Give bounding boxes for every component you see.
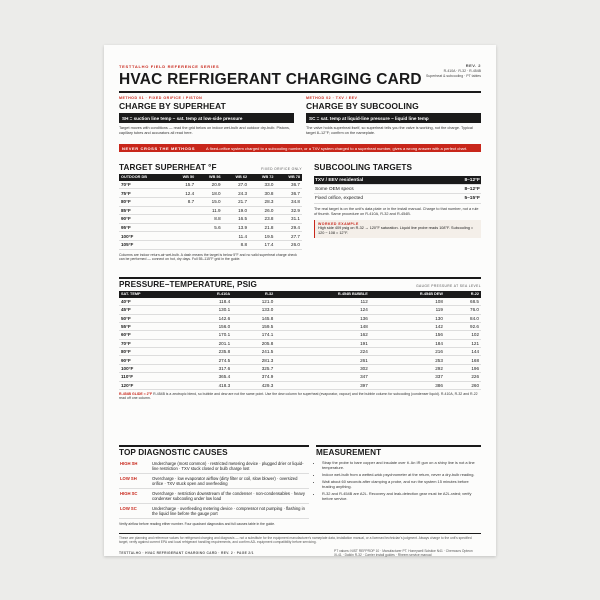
subcooling-row [314,194,481,203]
diagnostics-note: Verify airflow before reading either number. Four quadrant diagnostics and full causes table in the guide. [119,522,276,526]
superheat-note: Columns are indoor return-air wet-bulb. A dash means the target is below 5°F and no valid superheat charge check can be performed — connect on hot, dry days. Full 55–115°F grid in the guide. [119,252,297,261]
diagnostic-condition: HIGH SH [119,459,151,474]
warning-banner [119,144,481,152]
measurement-title: MEASUREMENT [316,448,382,457]
pt-cell: 365.4 [185,373,233,381]
pt-cell: 325.7 [232,364,275,372]
subcooling-note: The real target is on the unit's data plate or in the install manual. Charge to that number, not a rule of thumb. Same procedure on R-410A, R-32 and R-454B. [314,206,479,216]
pt-cell: 121 [445,339,481,347]
pt-cell: 292 [370,364,445,372]
pt-cell: 216 [370,348,445,356]
measurement-item: • R-32 and R-454B are A2L. Recovery and leak-detection gear must be A2L-rated; verify before service. [322,491,481,501]
diagnostic-causes: Overcharge · low evaporator airflow (dirty filter or coil, slow blower) · oversized orifice · TXV stuck open and overfeeding [151,474,309,489]
subcooling-row-value: 5–15°F [438,194,481,203]
superheat-row [119,223,302,232]
pt-cell: 386 [370,381,445,389]
pt-cell: 205.8 [232,339,275,347]
superheat-cell [196,240,222,249]
superheat-cell: 5.6 [196,223,222,232]
superheat-row [119,215,302,224]
pt-cell: 156.0 [185,322,233,330]
diagnostic-row [119,489,309,504]
pt-title: PRESSURE–TEMPERATURE, PSIG [119,280,258,289]
pt-cell: 50°F [119,314,185,322]
pt-cell: 347 [275,373,370,381]
pt-cell: 102 [445,331,481,339]
superheat-col-header: WB 62 [223,174,249,181]
pt-row [119,306,481,314]
superheat-row [119,240,302,249]
superheat-cell: 27.0 [223,181,249,189]
pt-cell: 159.5 [232,322,275,330]
superheat-table-body [119,181,302,249]
pt-cell: 118.4 [185,298,233,306]
pt-cell: 397 [275,381,370,389]
revision-block [426,63,481,79]
pt-row [119,348,481,356]
pt-cell: 124 [275,306,370,314]
pt-cell: 374.9 [232,373,275,381]
footer-sources: PT values: NIST REFPROP 10 · Manufacturer PT. Honeywell Solstice N41 · Chemours Opteon XL41 · Daikin R-32 · Carrier install guides · Rheem service manual [334,549,473,558]
subcooling-section [314,163,481,238]
pt-cell: 235.8 [185,348,233,356]
pt-cell: 170.1 [185,331,233,339]
footer-rule [119,533,481,534]
diagnostics-title: TOP DIAGNOSTIC CAUSES [119,448,228,457]
subcooling-row-label: Some OEM specs [314,185,438,194]
pt-cell: 145.8 [232,314,275,322]
method2-note: The valve holds superheat itself, so superheat tells you the valve is working, not the charge. Typical target 8–12°F; confirm on the nameplate. [306,126,473,135]
superheat-cell: 90°F [119,215,170,224]
superheat-cell: 13.9 [223,223,249,232]
superheat-cell [170,215,196,224]
superheat-cell: 11.9 [196,206,222,215]
measurement-section [316,448,481,503]
superheat-cell: 12.4 [170,189,196,198]
measurement-item: • Strap the probe to bare copper and insulate over it. An IR gun on a shiny line is not a line temperature. [322,460,481,470]
method2-title: CHARGE BY SUBCOOLING [306,101,419,111]
pt-cell: 274.5 [185,356,233,364]
glide-label: R-454B GLIDE ≈ 2°F [119,391,153,396]
pt-cell: 418.3 [185,381,233,389]
pt-col-header: R-410A [185,291,233,298]
pt-row [119,373,481,381]
pt-cell: 136 [275,314,370,322]
pt-cell: 429.3 [232,381,275,389]
subcooling-row-label: Fixed orifice, expected [314,194,438,203]
pt-cell: 121.0 [232,298,275,306]
superheat-cell: 23.8 [249,215,275,224]
subcooling-table [314,176,481,204]
diagnostic-row [119,459,309,474]
superheat-cell: 26.0 [249,206,275,215]
worked-example [314,220,481,238]
superheat-row [119,189,302,198]
subcooling-row-value: 8–12°F [438,185,481,194]
revision-label: REV. 2 [465,63,481,68]
diagnostic-causes: Overcharge · restriction downstream of the condenser · non-condensables · heavy condenser subcooling under low load [151,489,309,504]
superheat-col-header: WB 56 [196,174,222,181]
diagnostics-rule [119,445,309,447]
pt-section [119,280,481,401]
superheat-subtitle: FIXED ORIFICE ONLY [261,167,302,171]
pt-row [119,339,481,347]
superheat-row [119,206,302,215]
superheat-cell: 80°F [119,197,170,206]
card-title: HVAC REFRIGERANT CHARGING CARD [119,71,422,88]
method1-label: METHOD 01 · FIXED ORIFICE / PISTON [119,96,203,100]
diagnostic-row [119,474,309,489]
superheat-cell: 30.8 [249,189,275,198]
superheat-cell: 17.4 [249,240,275,249]
method2-label: METHOD 02 · TXV / EEV [306,96,358,100]
pt-cell: 90°F [119,356,185,364]
pt-header [119,280,481,289]
superheat-row [119,197,302,206]
pt-cell: 112 [275,298,370,306]
superheat-section [119,163,302,261]
reference-card [104,45,496,556]
pt-row [119,356,481,364]
superheat-cell: 15.7 [170,181,196,189]
diagnostic-condition: HIGH SC [119,489,151,504]
title-rule [119,91,481,93]
pt-cell: 108 [370,298,445,306]
pt-cell: 201.1 [185,339,233,347]
pt-cell: 130 [370,314,445,322]
pt-cell: 130.1 [185,306,233,314]
warning-tag: NEVER CROSS THE METHODS [122,145,196,151]
pt-cell: 162 [275,331,370,339]
superheat-cell: 20.9 [196,181,222,189]
superheat-table [119,174,302,250]
worked-example-label: WORKED EXAMPLE [318,221,359,226]
pt-table-body [119,298,481,390]
pt-cell: 260 [445,381,481,389]
pt-note-block [119,392,481,401]
pt-row [119,322,481,330]
pt-cell: 191 [275,339,370,347]
superheat-cell: 8.8 [223,240,249,249]
pt-col-header: R-32 [232,291,275,298]
superheat-cell: 105°F [119,240,170,249]
superheat-cell: 8.7 [170,197,196,206]
superheat-cell: 24.3 [223,189,249,198]
pt-cell: 241.5 [232,348,275,356]
superheat-cell: 100°F [119,232,170,241]
superheat-row [119,181,302,189]
pt-cell: 142.6 [185,314,233,322]
superheat-cell [196,232,222,241]
method-superheat [119,96,294,136]
superheat-cell: 29.4 [276,223,303,232]
pt-cell: 196 [445,364,481,372]
method-subcooling [306,96,481,136]
pt-cell: 84.0 [445,314,481,322]
pt-row [119,298,481,306]
superheat-cell [170,223,196,232]
superheat-cell: 21.7 [223,197,249,206]
pt-col-header: R-454B BUBBLE [275,291,370,298]
pt-table-head [119,291,481,298]
superheat-title: TARGET SUPERHEAT °F [119,163,217,172]
superheat-cell: 31.1 [276,215,303,224]
pt-cell: 100°F [119,364,185,372]
pt-cell: 142 [370,322,445,330]
measurement-list [316,460,481,501]
pt-cell: 92.6 [445,322,481,330]
pt-table [119,291,481,390]
superheat-cell: 85°F [119,206,170,215]
revision-contents: Superheat & subcooling · PT tables [426,74,481,78]
measurement-rule [316,445,481,447]
diagnostic-causes: Undercharge (most common) · restricted metering device · plugged drier or liquid-line restriction · TXV stuck closed or bulb charge lost [151,459,309,474]
subcooling-head-row [314,176,481,185]
pt-cell: 302 [275,364,370,372]
subcooling-rows [314,185,481,203]
superheat-cell: 36.7 [276,189,303,198]
pt-cell: 80°F [119,348,185,356]
superheat-cell: 26.0 [276,240,303,249]
pt-rule [119,277,481,279]
pt-cell: 224 [275,348,370,356]
method1-formula: SH = suction line temp − sat. temp at low-side pressure [119,113,294,123]
superheat-cell: 11.4 [223,232,249,241]
pt-cell: 174.1 [232,331,275,339]
superheat-cell [170,240,196,249]
measurement-list-wrap [316,460,481,501]
superheat-table-head [119,174,302,181]
superheat-cell: 34.8 [276,197,303,206]
superheat-cell: 32.9 [276,206,303,215]
pt-cell: 133.0 [232,306,275,314]
measurement-item: • Indoor wet-bulb from a wetted-wick psychrometer at the return, never a dry-bulb reading. [322,472,481,477]
pt-cell: 68.5 [445,298,481,306]
superheat-col-header: WB 78 [276,174,303,181]
pt-cell: 110°F [119,373,185,381]
pt-col-header: SAT. TEMP [119,291,185,298]
superheat-cell: 15.0 [196,197,222,206]
diagnostics-table [119,459,309,519]
pt-row [119,381,481,389]
revision-refrigerants: R-410A · R-32 · R-454B [443,69,481,73]
superheat-header [119,163,302,172]
subcooling-head-value: 8–12°F [438,176,481,185]
pt-cell: 55°F [119,322,185,330]
pt-cell: 144 [445,348,481,356]
superheat-col-header: WB 72 [249,174,275,181]
pt-cell: 184 [370,339,445,347]
pt-row [119,331,481,339]
subcooling-title: SUBCOOLING TARGETS [314,163,413,172]
pt-cell: 60°F [119,331,185,339]
superheat-cell: 27.7 [276,232,303,241]
superheat-cell: 16.5 [223,215,249,224]
footer-left: TESTTALHO · HVAC REFRIGERANT CHARGING CARD · REV. 2 · PAGE 2/1 [119,551,254,555]
pt-cell: 120°F [119,381,185,389]
pt-cell: 45°F [119,306,185,314]
method1-note: Target moves with conditions — read the grid below on indoor wet-bulb and outdoor dry-bulb. Pistons, capillary tubes and accurators all read here. [119,126,290,135]
pt-note: R-454B is a zeotropic blend, so bubble and dew are not the same point. Use the dew column for superheat (evaporator, vapour) and the bubble column for subcooling (condenser liquid). R-410A, R-32 and R-22 read off one column. [119,391,478,401]
method1-title: CHARGE BY SUPERHEAT [119,101,226,111]
diagnostic-condition: LOW SH [119,474,151,489]
pt-cell: 40°F [119,298,185,306]
superheat-cell [170,232,196,241]
pt-cell: 70°F [119,339,185,347]
method2-formula: SC = sat. temp at liquid-line pressure − liquid line temp [306,113,481,123]
diagnostic-causes: Undercharge · overfeeding metering device · compressor not pumping · flashing in the liquid line before the gauge port [151,504,309,519]
pt-cell: 168 [445,356,481,364]
pt-cell: 76.0 [445,306,481,314]
subcooling-row [314,185,481,194]
superheat-cell: 36.7 [276,181,303,189]
subcooling-head-label: TXV / EEV residential [314,176,438,185]
pt-cell: 261 [275,356,370,364]
superheat-cell: 70°F [119,181,170,189]
superheat-cell: 28.3 [249,197,275,206]
superheat-col-header: OUTDOOR DB [119,174,170,181]
superheat-col-header: WB 50 [170,174,196,181]
diagnostic-condition: LOW SC [119,504,151,519]
superheat-cell: 18.0 [196,189,222,198]
pt-col-header: R-22 [445,291,481,298]
diagnostic-row [119,504,309,519]
pt-subtitle: GAUGE PRESSURE AT SEA LEVEL [416,284,481,288]
diagnostics-section [119,448,309,527]
superheat-cell: 19.5 [249,232,275,241]
footer-disclaimer: These are planning and reference values for refrigerant charging and diagnosis — not a substitute for the equipment manufacturer's nameplate data, installation manual, or a licensed technician's judgment. Always charge to the unit's specified target, verify against current EPA and local refrigerant handling requirements, and confirm A2L equipment compatibility before servicing. [119,536,472,545]
superheat-cell: 95°F [119,223,170,232]
pt-cell: 337 [370,373,445,381]
pt-cell: 317.6 [185,364,233,372]
superheat-cell: 19.0 [223,206,249,215]
pt-cell: 226 [445,373,481,381]
warning-text: A fixed-orifice system charged to a subcooling number, or a TXV system charged to a superheat number, gives a wrong answer with a perfect chart. [206,145,468,151]
superheat-cell: 33.0 [249,181,275,189]
pt-col-header: R-454B DEW [370,291,445,298]
superheat-cell: 21.8 [249,223,275,232]
pt-cell: 156 [370,331,445,339]
superheat-row [119,232,302,241]
diagnostics-rows [119,459,309,519]
worked-example-text: High side 409 psig on R-32 → 120°F saturation. Liquid line probe reads 108°F. Subcooling = 120 − 108 = 12°F. [318,226,474,236]
series-label: TESTTALHO FIELD REFERENCE SERIES [119,64,220,69]
superheat-cell: 75°F [119,189,170,198]
pt-cell: 148 [275,322,370,330]
pt-cell: 253 [370,356,445,364]
superheat-cell: 8.8 [196,215,222,224]
pt-cell: 281.3 [232,356,275,364]
pt-cell: 119 [370,306,445,314]
pt-row [119,314,481,322]
measurement-item: • Wait about 60 seconds after clamping a probe, and run the system 15 minutes before trusting anything. [322,479,481,489]
pt-row [119,364,481,372]
superheat-cell [170,206,196,215]
